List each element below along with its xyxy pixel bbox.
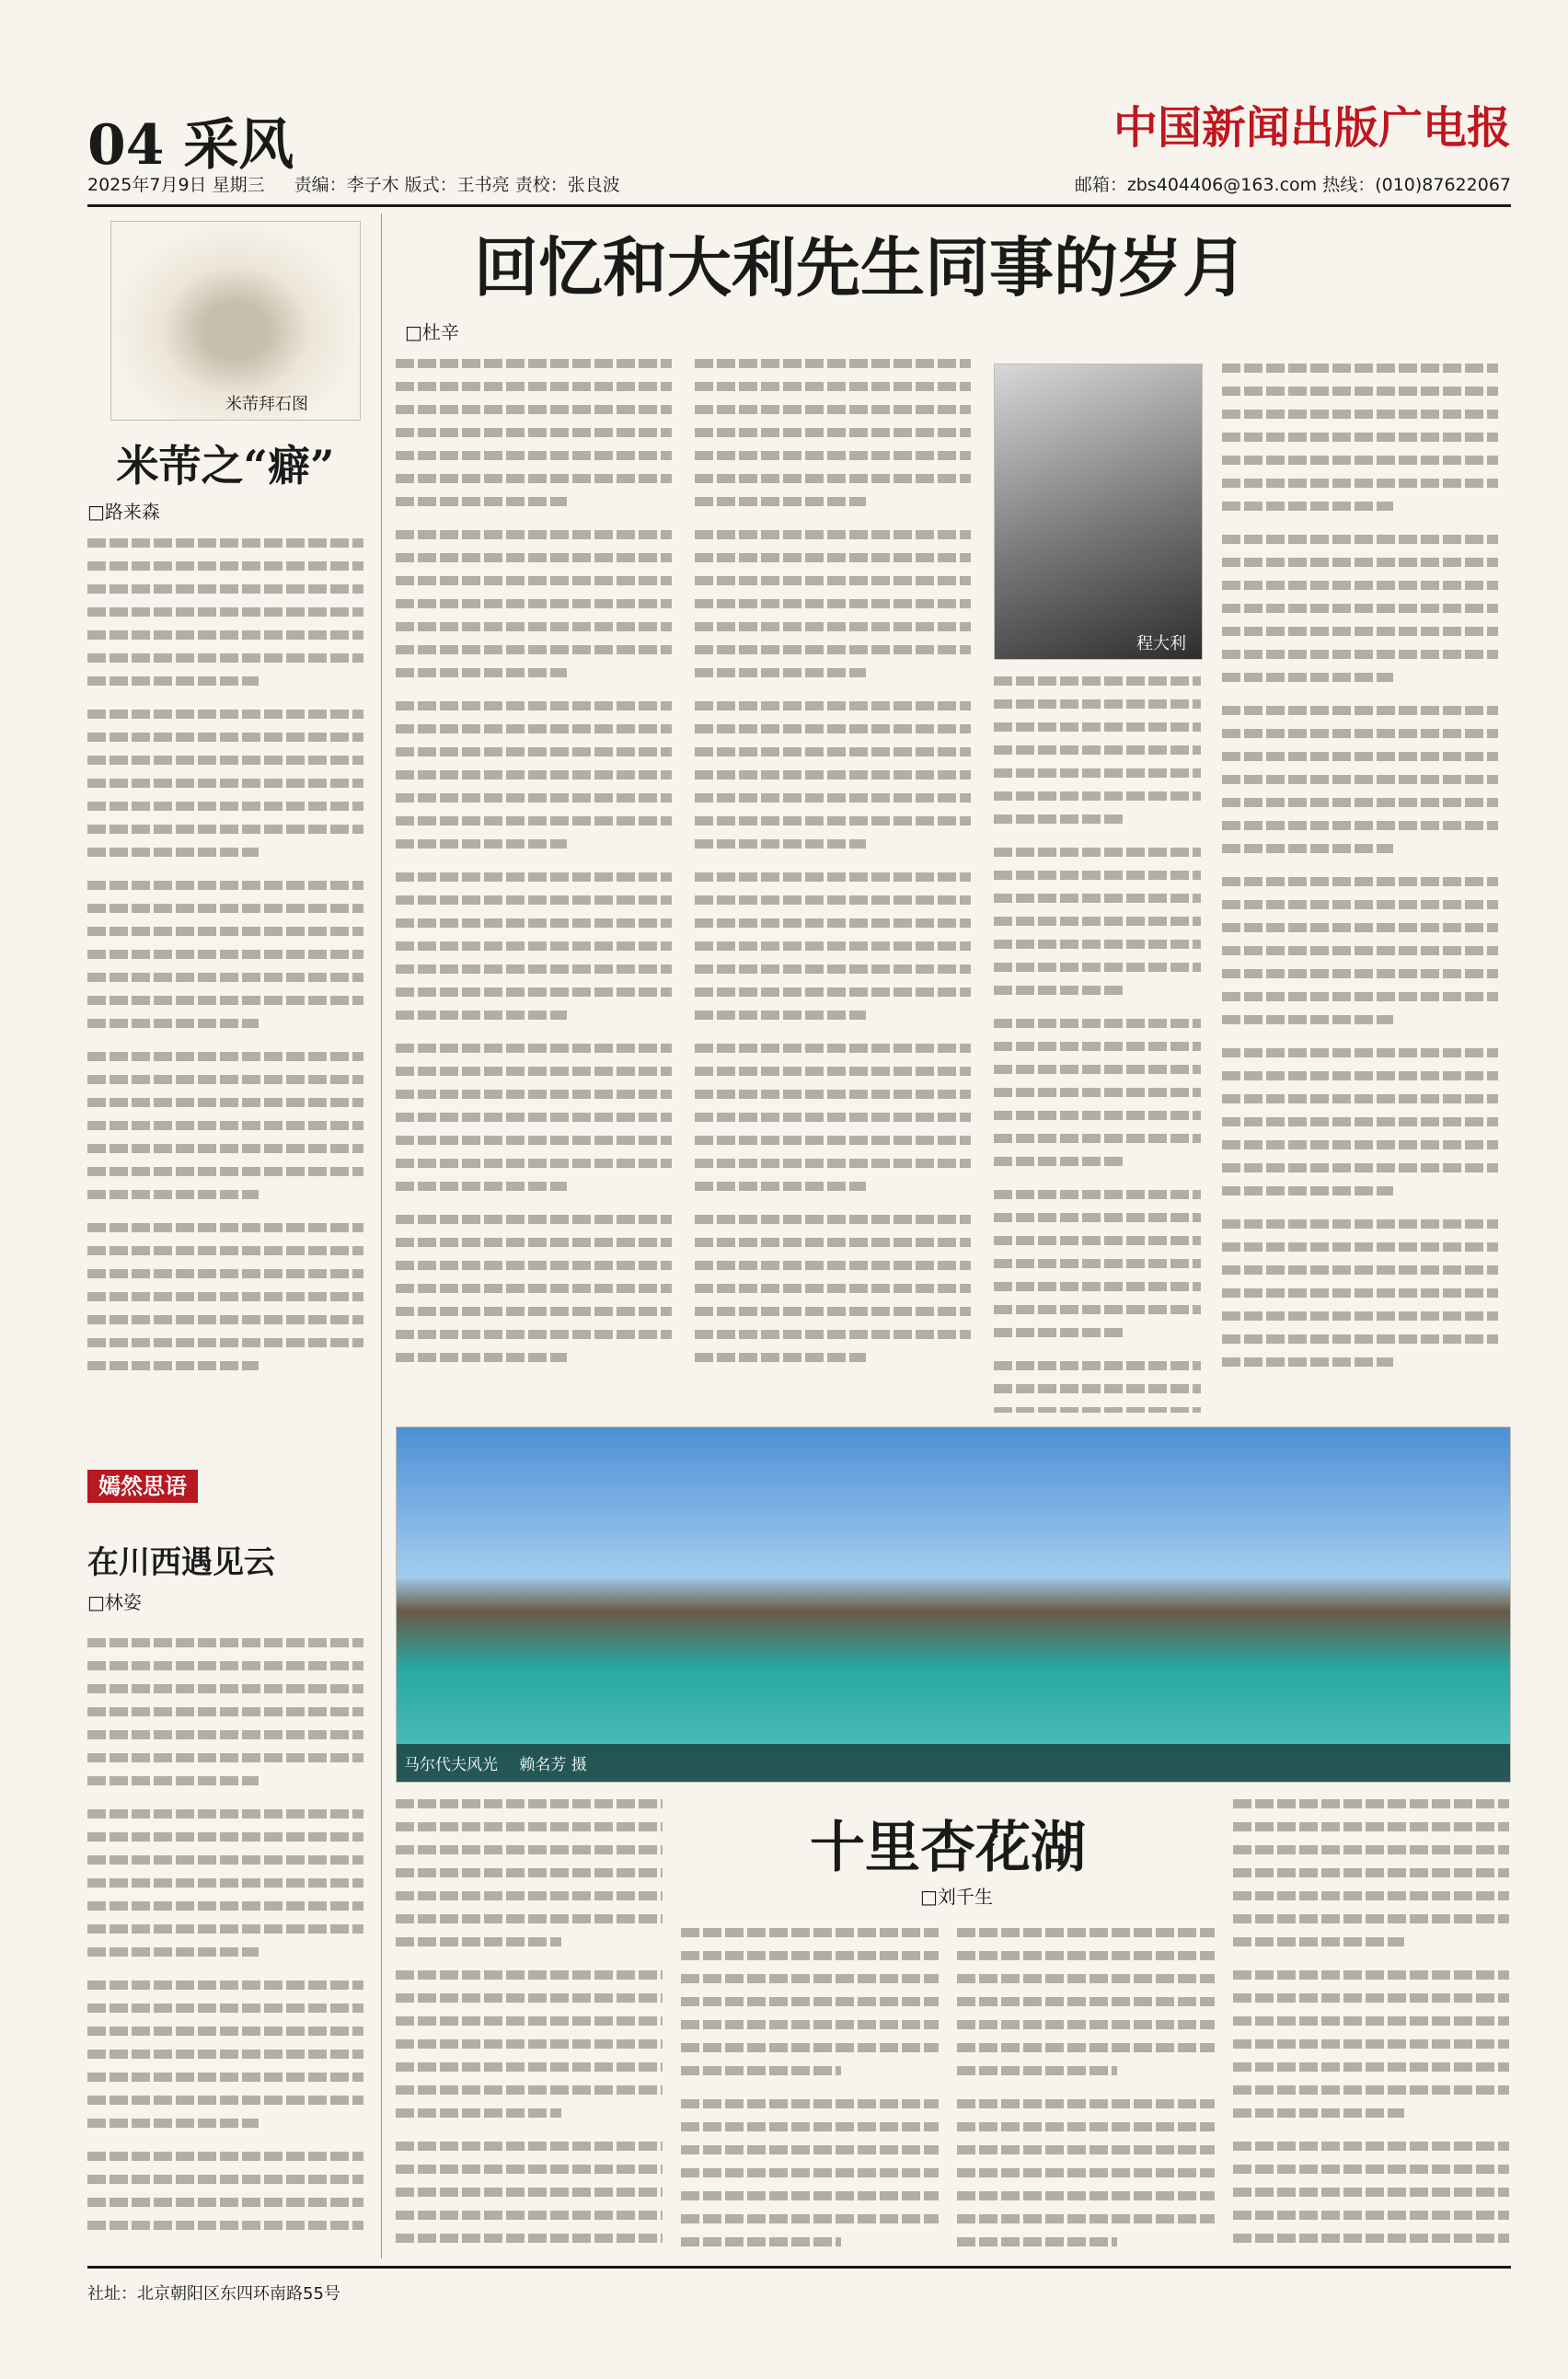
column-article-body [87,1638,363,2246]
issue-date: 2025年7月9日 星期三 [87,175,265,195]
column-tag-label: 嫣然思语 [87,1470,198,1503]
landscape-photo [396,1426,1511,1783]
bottom-article-column-3 [957,1928,1215,2250]
left-article-body [87,538,363,1417]
footer-rule [87,2266,1511,2269]
photo-title: 马尔代夫风光 [404,1756,498,1774]
main-article-title: 回忆和大利先生同事的岁月 [474,229,1247,306]
main-article-column-4 [1222,364,1498,1413]
bottom-article-column-4 [1233,1799,1509,2250]
author-portrait [994,364,1203,660]
main-article-column-3 [994,676,1201,1413]
section-label: 04 采风 [87,113,294,178]
left-article-byline: □路来森 [87,501,160,523]
masthead-info [87,171,1511,196]
newspaper-name: 中国新闻出版广电报 [1113,102,1511,154]
main-article-column-1 [396,359,672,1413]
drawing-caption: 米芾拜石图 [225,395,308,414]
column-tag [87,1468,198,1500]
bottom-article-title: 十里杏花湖 [810,1816,1086,1880]
bottom-article-column-2 [681,1928,939,2250]
photo-credit: 赖名芳 摄 [519,1756,587,1774]
main-article-byline: □杜辛 [405,321,459,343]
top-rule [87,204,1511,207]
main-article-column-2 [695,359,971,1413]
footer-address: 社址：北京朝阳区东四环南路55号 [87,2284,340,2304]
bottom-article-column-1 [396,1799,663,2250]
footer-info [87,2281,1511,2308]
column-article-title: 在川西遇见云 [87,1544,275,1581]
left-article-title: 米芾之“癖” [116,441,335,491]
portrait-caption: 程大利 [1136,634,1186,653]
contact-info: 邮箱：zbs404406@163.com 热线：(010)87622067 [1074,175,1511,195]
column-article-byline: □林姿 [87,1591,142,1613]
editor-credits: 责编：李子木 版式：王书亮 责校：张良波 [294,175,620,195]
left-column-divider [381,214,382,2258]
bottom-article-byline: □刘千生 [920,1886,993,1908]
photo-footer [397,1744,1510,1782]
